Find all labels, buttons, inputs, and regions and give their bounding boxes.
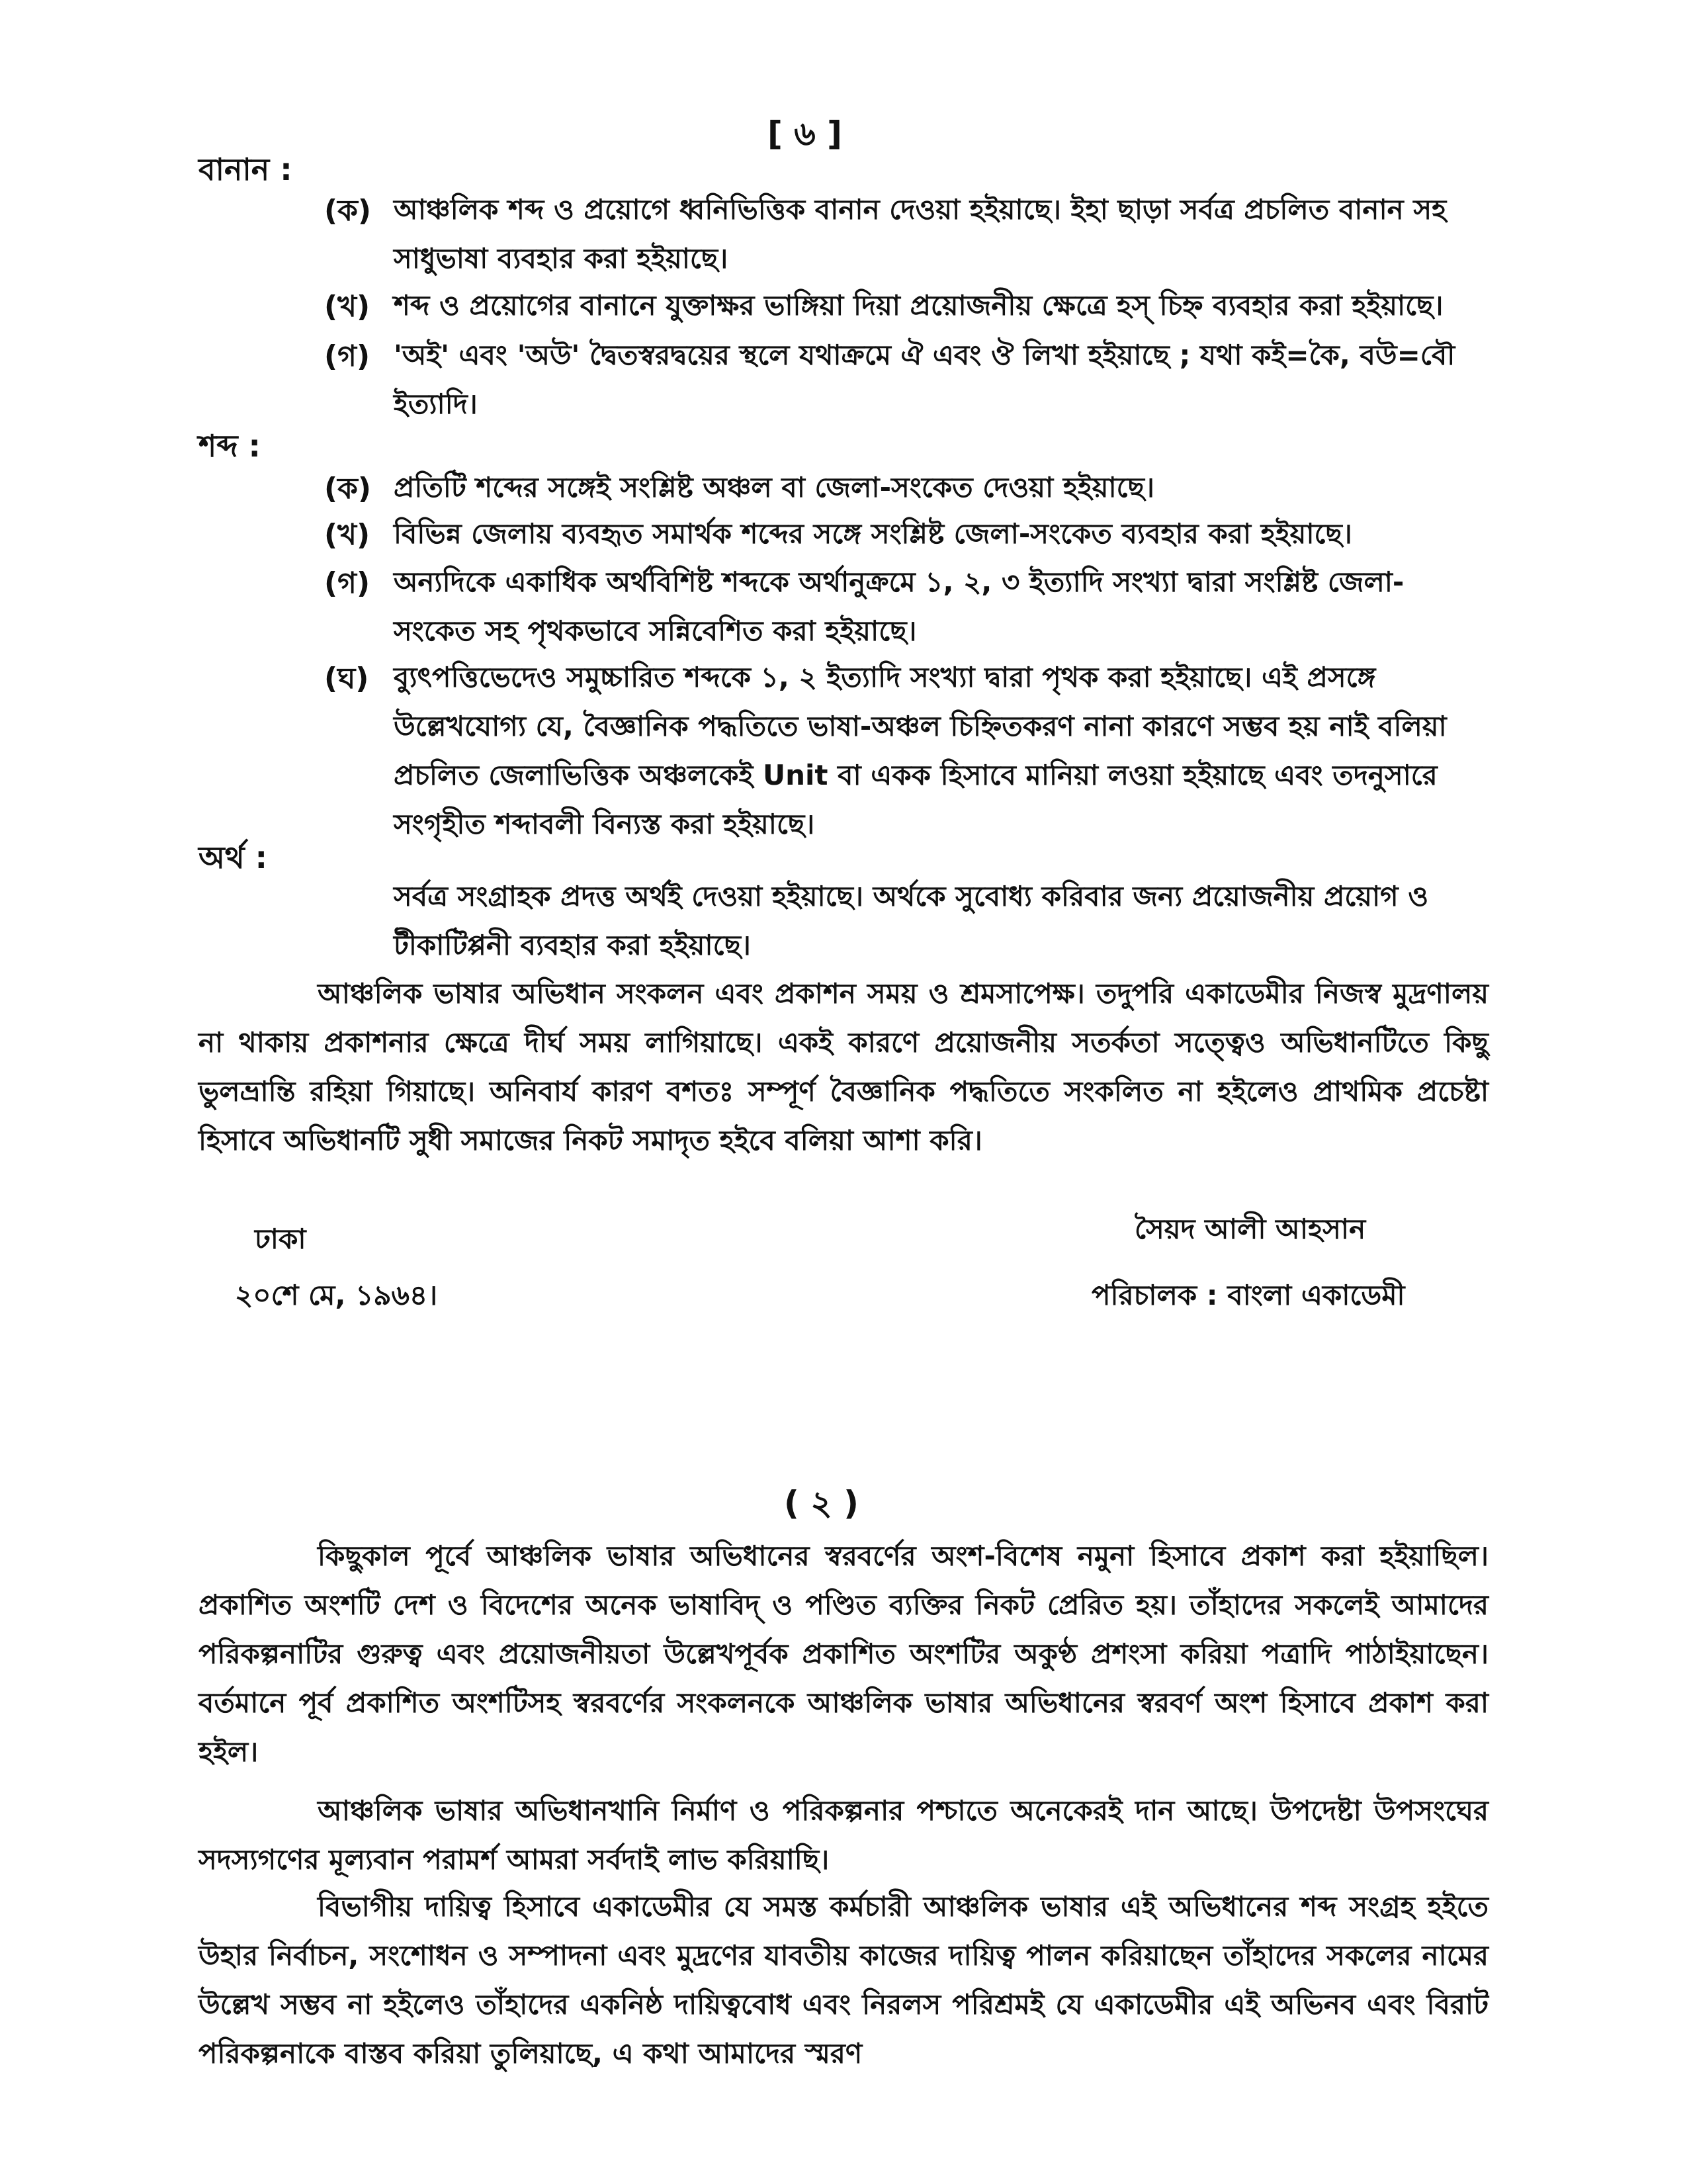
list-item-text: শব্দ ও প্রয়োগের বানানে যুক্তাক্ষর ভাঙ্গিয়া দিয়া প্রয়োজনীয় ক্ষেত্রে হস্ চিহ্ন ব্যবহার করা হইয়াছে। (394, 289, 1444, 322)
section-text-ortho: সর্বত্র সংগ্রাহক প্রদত্ত অর্থই দেওয়া হইয়াছে। অর্থকে সুবোধ্য করিবার জন্য প্রয়োজনীয় প্রয়োগ ও টীকাটিপ্পনী ব্যবহার করা হইয়াছে। (394, 880, 1429, 961)
section-heading-shobdo: শব্দ : (198, 428, 261, 464)
signature-place: ঢাকা (255, 1223, 306, 1255)
list-item-marker: (খ) (324, 518, 370, 552)
list-item-marker: (ঘ) (324, 662, 369, 695)
page-number: [ ৬ ] (767, 114, 843, 153)
section-two-paragraph: বিভাগীয় দায়িত্ব হিসাবে একাডেমীর যে সমস্ত কর্মচারী আঞ্চলিক ভাষার এই অভিধানের শব্দ সংগ্রহ হইতে উহার নির্বাচন, সংশোধন ও সম্পাদনা এবং মুদ্রণের যাবতীয় কাজের দায়িত্ব পালন করিয়াছেন তাঁহাদের সকলের নামের উল্লেখ সম্ভব না হইলেও তাঁহাদের একনিষ্ঠ দায়িত্ববোধ এবং নিরলস পরিশ্রমই যে একাডেমীর এই অভিনব এবং বিরাট পরিকল্পনাকে বাস্তব করিয়া তুলিয়াছে, এ কথা আমাদের স্মরণ (198, 1890, 1489, 2070)
list-item-marker: (গ) (324, 339, 370, 373)
list-item-text: বিভিন্ন জেলায় ব্যবহৃত সমার্থক শব্দের সঙ্গে সংশ্লিষ্ট জেলা-সংকেত ব্যবহার করা হইয়াছে। (394, 517, 1352, 550)
list-item-marker: (খ) (324, 290, 370, 324)
section-two-paragraph: আঞ্চলিক ভাষার অভিধানখানি নির্মাণ ও পরিকল্পনার পশ্চাতে অনেকেরই দান আছে। উপদেষ্টা উপসংঘের সদস্যগণের মূল্যবান পরামর্শ আমরা সর্বদাই লাভ করিয়াছি। (198, 1794, 1489, 1876)
list-item-text: 'অই' এবং 'অউ' দ্বৈতস্বরদ্বয়ের স্থলে যথাক্রমে ঐ এবং ঔ লিখা হইয়াছে ; যথা কই=কৈ, বউ=বৌ ইত্যাদি। (394, 339, 1455, 420)
list-item-text: ব্যুৎপত্তিভেদেও সমুচ্চারিত শব্দকে ১, ২ ইত্যাদি সংখ্যা দ্বারা পৃথক করা হইয়াছে। এই প্রসঙ্গে উল্লেখযোগ্য যে, বৈজ্ঞানিক পদ্ধতিতে ভাষা-অঞ্চল চিহ্নিতকরণ নানা কারণে সম্ভব হয় নাই বলিয়া প্রচলিত জেলাভিত্তিক অঞ্চলকেই Unit বা একক হিসাবে মানিয়া লওয়া হইয়াছে এবং তদনুসারে সংগৃহীত শব্দাবলী বিন্যস্ত করা হইয়াছে। (394, 661, 1447, 840)
section-two-paragraph: কিছুকাল পূর্বে আঞ্চলিক ভাষার অভিধানের স্বরবর্ণের অংশ-বিশেষ নমুনা হিসাবে প্রকাশ করা হইয়াছিল। প্রকাশিত অংশটি দেশ ও বিদেশের অনেক ভাষাবিদ্ ও পণ্ডিত ব্যক্তির নিকট প্রেরিত হয়। তাঁহাদের সকলেই আমাদের পরিকল্পনাটির গুরুত্ব এবং প্রয়োজনীয়তা উল্লেখপূর্বক প্রকাশিত অংশটির অকুণ্ঠ প্রশংসা করিয়া পত্রাদি পাঠাইয়াছেন। বর্তমানে পূর্ব প্রকাশিত অংশটিসহ স্বরবর্ণের সংকলনকে আঞ্চলিক ভাষার অভিধানের স্বরবর্ণ অংশ হিসাবে প্রকাশ করা হইল। (198, 1540, 1489, 1768)
signature-title: পরিচালক : বাংলা একাডেমী (1092, 1279, 1405, 1311)
list-item-text: প্রতিটি শব্দের সঙ্গেই সংশ্লিষ্ট অঞ্চল বা জেলা-সংকেত দেওয়া হইয়াছে। (394, 471, 1155, 503)
list-item-text: আঞ্চলিক শব্দ ও প্রয়োগে ধ্বনিভিত্তিক বানান দেওয়া হইয়াছে। ইহা ছাড়া সর্বত্র প্রচলিত বানান সহ সাধুভাষা ব্যবহার করা হইয়াছে। (394, 193, 1447, 275)
list-item-marker: (গ) (324, 566, 370, 600)
signature-name: সৈয়দ আলী আহসান (1135, 1213, 1366, 1245)
list-item-marker: (ক) (324, 194, 372, 228)
list-item-marker: (ক) (324, 472, 372, 505)
section-heading-ortho: অর্থ : (198, 840, 268, 875)
signature-date: ২০শে মে, ১৯৬৪। (235, 1279, 438, 1311)
closing-paragraph: আঞ্চলিক ভাষার অভিধান সংকলন এবং প্রকাশন সময় ও শ্রমসাপেক্ষ। তদুপরি একাডেমীর নিজস্ব মুদ্রণালয় না থাকায় প্রকাশনার ক্ষেত্রে দীর্ঘ সময় লাগিয়াছে। একই কারণে প্রয়োজনীয় সতর্কতা সত্ত্বেও অভিধানটিতে কিছু ভুলভ্রান্তি রহিয়া গিয়াছে। অনিবার্য কারণ বশতঃ সম্পূর্ণ বৈজ্ঞানিক পদ্ধতিতে সংকলিত না হইলেও প্রাথমিক প্রচেষ্টা হিসাবে অভিধানটি সুধী সমাজের নিকট সমাদৃত হইবে বলিয়া আশা করি। (198, 977, 1489, 1157)
list-item-text: অন্যদিকে একাধিক অর্থবিশিষ্ট শব্দকে অর্থানুক্রমে ১, ২, ৩ ইত্যাদি সংখ্যা দ্বারা সংশ্লিষ্ট জেলা-সংকেত সহ পৃথকভাবে সন্নিবেশিত করা হইয়াছে। (394, 566, 1405, 647)
section-two-number: ( ২ ) (784, 1484, 859, 1522)
section-heading-banan: বানান : (198, 152, 292, 187)
